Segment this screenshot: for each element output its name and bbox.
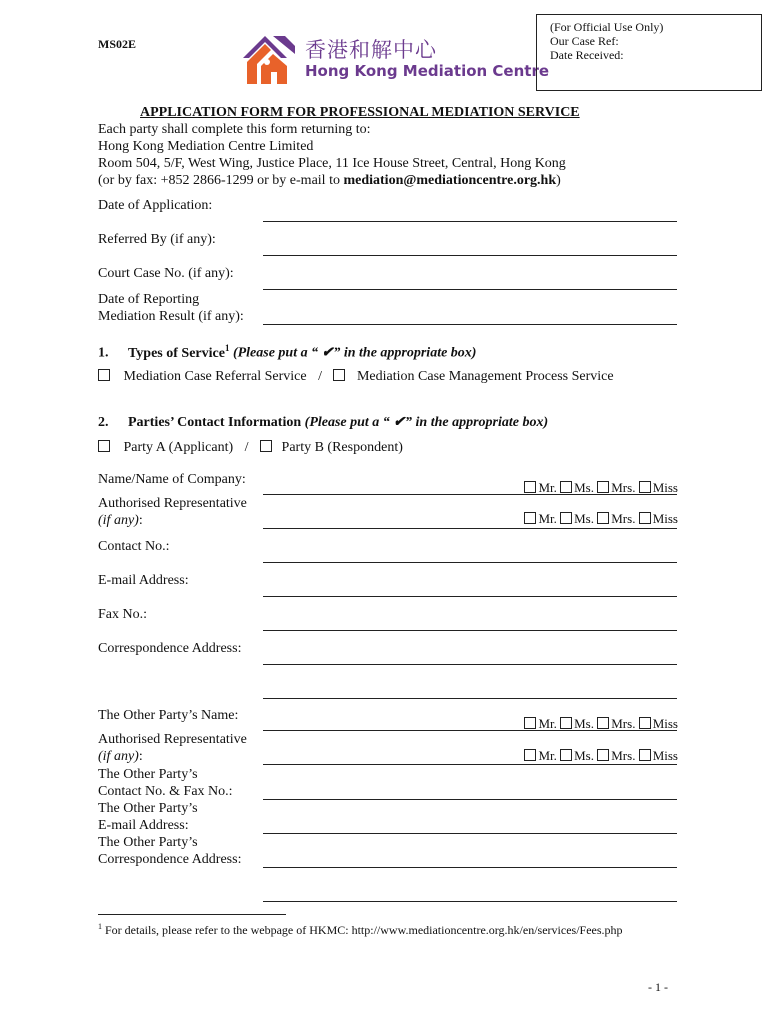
section-1-number: 1. (98, 345, 109, 361)
logo-chinese: 香港和解中心 (305, 38, 437, 62)
auth-rep-label-2 (98, 513, 143, 529)
mrs-checkbox[interactable] (597, 481, 609, 493)
party-a-label: Party A (Applicant) (123, 440, 234, 455)
other-corr-field-1[interactable] (263, 867, 677, 868)
ms-label: Ms. (574, 480, 594, 495)
service-separator: / (318, 369, 322, 384)
name-field[interactable] (263, 494, 677, 495)
email-field[interactable] (263, 596, 677, 597)
mr-label: Mr. (538, 511, 557, 526)
official-use-box (536, 14, 762, 91)
other-auth-rep-label-1: Authorised Representative (98, 732, 247, 747)
mr-label: Mr. (538, 480, 557, 495)
auth-rep-if-any: (if any) (98, 513, 139, 528)
mrs-label: Mrs. (611, 511, 636, 526)
date-reporting-label-1: Date of Reporting (98, 292, 200, 307)
miss-label: Miss (652, 716, 678, 731)
other-corr-label-2: Correspondence Address: (98, 852, 242, 867)
footnote-mark: 1 (98, 922, 102, 931)
ms-checkbox[interactable] (560, 717, 572, 729)
contact-no-label: Contact No.: (98, 539, 170, 554)
case-ref-label: Our Case Ref: (550, 34, 619, 48)
official-use-label: (For Official Use Only) (550, 20, 664, 34)
corr-address-field-2[interactable] (263, 698, 677, 699)
mr-label: Mr. (538, 748, 557, 763)
email-label: E-mail Address: (98, 573, 189, 588)
page-number: - 1 - (648, 980, 668, 994)
corr-address-label: Correspondence Address: (98, 641, 242, 656)
auth-rep-colon: : (138, 513, 143, 528)
intro-line-1: Each party shall complete this form returning to: (98, 122, 371, 137)
footnote (98, 922, 623, 938)
intro-line-4 (98, 173, 561, 189)
court-case-field[interactable] (263, 289, 677, 290)
ms-checkbox[interactable] (560, 512, 572, 524)
section-1-heading (98, 343, 476, 362)
party-separator: / (244, 440, 249, 455)
mrs-checkbox[interactable] (597, 512, 609, 524)
auth-rep-label-1: Authorised Representative (98, 496, 247, 511)
other-auth-rep-if-any: (if any) (98, 749, 139, 764)
section-2-heading (98, 414, 548, 431)
logo (237, 32, 550, 90)
mrs-label: Mrs. (611, 480, 636, 495)
section-2-instruction: (Please put a “ ✔” in the appropriate box) (304, 415, 549, 430)
footnote-divider (98, 914, 286, 915)
email-link[interactable]: mediation@mediationcentre.org.hk (343, 173, 557, 188)
intro-line-3: Room 504, 5/F, West Wing, Justice Place, 11 Ice House Street, Central, Hong Kong (98, 156, 566, 171)
other-contact-label-2: Contact No. & Fax No.: (98, 784, 233, 799)
auth-rep-field[interactable] (263, 528, 677, 529)
service-options (98, 369, 614, 385)
section-2-title: Parties’ Contact Information (128, 415, 302, 430)
fax-field[interactable] (263, 630, 677, 631)
other-name-field[interactable] (263, 730, 677, 731)
date-reporting-label-2: Mediation Result (if any): (98, 309, 244, 324)
referral-service-label: Mediation Case Referral Service (123, 369, 307, 384)
court-case-label: Court Case No. (if any): (98, 266, 234, 281)
referral-service-checkbox[interactable] (98, 369, 110, 381)
mr-checkbox[interactable] (524, 717, 536, 729)
fax-label: Fax No.: (98, 607, 147, 622)
logo-english: Hong Kong Mediation Centre (305, 62, 550, 80)
other-contact-field[interactable] (263, 799, 677, 800)
other-email-label-2: E-mail Address: (98, 818, 189, 833)
other-email-label-1: The Other Party’s (98, 801, 198, 816)
contact-no-field[interactable] (263, 562, 677, 563)
miss-label: Miss (652, 511, 678, 526)
miss-label: Miss (652, 748, 678, 763)
section-1-instruction: (Please put a “ ✔” in the appropriate box) (232, 345, 477, 361)
miss-checkbox[interactable] (639, 512, 651, 524)
ms-label: Ms. (574, 511, 594, 526)
intro-fax: (or by fax: +852 2866-1299 or by e-mail to (98, 173, 344, 188)
auth-rep-salutation-group (524, 511, 678, 527)
other-auth-rep-colon: : (138, 749, 143, 764)
corr-address-field-1[interactable] (263, 664, 677, 665)
miss-checkbox[interactable] (639, 717, 651, 729)
date-received-label: Date Received: (550, 48, 624, 62)
footnote-text: For details, please refer to the webpage of HKMC: http://www.mediationcentre.org.hk/en/services/Fees.php (105, 923, 623, 937)
other-auth-rep-label-2 (98, 749, 143, 765)
date-reporting-field[interactable] (263, 324, 677, 325)
intro-close: ) (556, 173, 561, 188)
referred-by-field[interactable] (263, 255, 677, 256)
date-of-application-field[interactable] (263, 221, 677, 222)
referred-by-label: Referred By (if any): (98, 232, 216, 247)
mrs-checkbox[interactable] (597, 717, 609, 729)
party-b-checkbox[interactable] (260, 440, 272, 452)
mr-checkbox[interactable] (524, 512, 536, 524)
logo-mark-icon (237, 32, 297, 90)
mr-checkbox[interactable] (524, 749, 536, 761)
other-corr-field-2[interactable] (263, 901, 677, 902)
miss-checkbox[interactable] (639, 481, 651, 493)
date-of-application-label: Date of Application: (98, 198, 213, 213)
mr-label: Mr. (538, 716, 557, 731)
footnote-ref: 1 (224, 343, 230, 353)
other-corr-label-1: The Other Party’s (98, 835, 198, 850)
ms-checkbox[interactable] (560, 481, 572, 493)
party-options (98, 440, 403, 456)
form-code: MS02E (98, 37, 137, 51)
other-name-label: The Other Party’s Name: (98, 708, 239, 723)
mrs-label: Mrs. (611, 716, 636, 731)
party-a-checkbox[interactable] (98, 440, 110, 452)
other-auth-rep-field[interactable] (263, 764, 677, 765)
ms-label: Ms. (574, 748, 594, 763)
ms-label: Ms. (574, 716, 594, 731)
other-contact-label-1: The Other Party’s (98, 767, 198, 782)
section-2-number: 2. (98, 415, 109, 430)
section-1-title: Types of Service (128, 345, 225, 361)
name-label: Name/Name of Company: (98, 472, 246, 487)
other-email-field[interactable] (263, 833, 677, 834)
form-title: APPLICATION FORM FOR PROFESSIONAL MEDIATION SERVICE (140, 105, 580, 120)
mr-checkbox[interactable] (524, 481, 536, 493)
mrs-label: Mrs. (611, 748, 636, 763)
case-management-label: Mediation Case Management Process Service (356, 369, 614, 384)
miss-label: Miss (652, 480, 678, 495)
case-management-checkbox[interactable] (333, 369, 345, 381)
party-b-label: Party B (Respondent) (281, 440, 403, 455)
mrs-checkbox[interactable] (597, 749, 609, 761)
other-auth-rep-salutation-group (524, 748, 678, 764)
ms-checkbox[interactable] (560, 749, 572, 761)
intro-line-2: Hong Kong Mediation Centre Limited (98, 139, 314, 154)
miss-checkbox[interactable] (639, 749, 651, 761)
